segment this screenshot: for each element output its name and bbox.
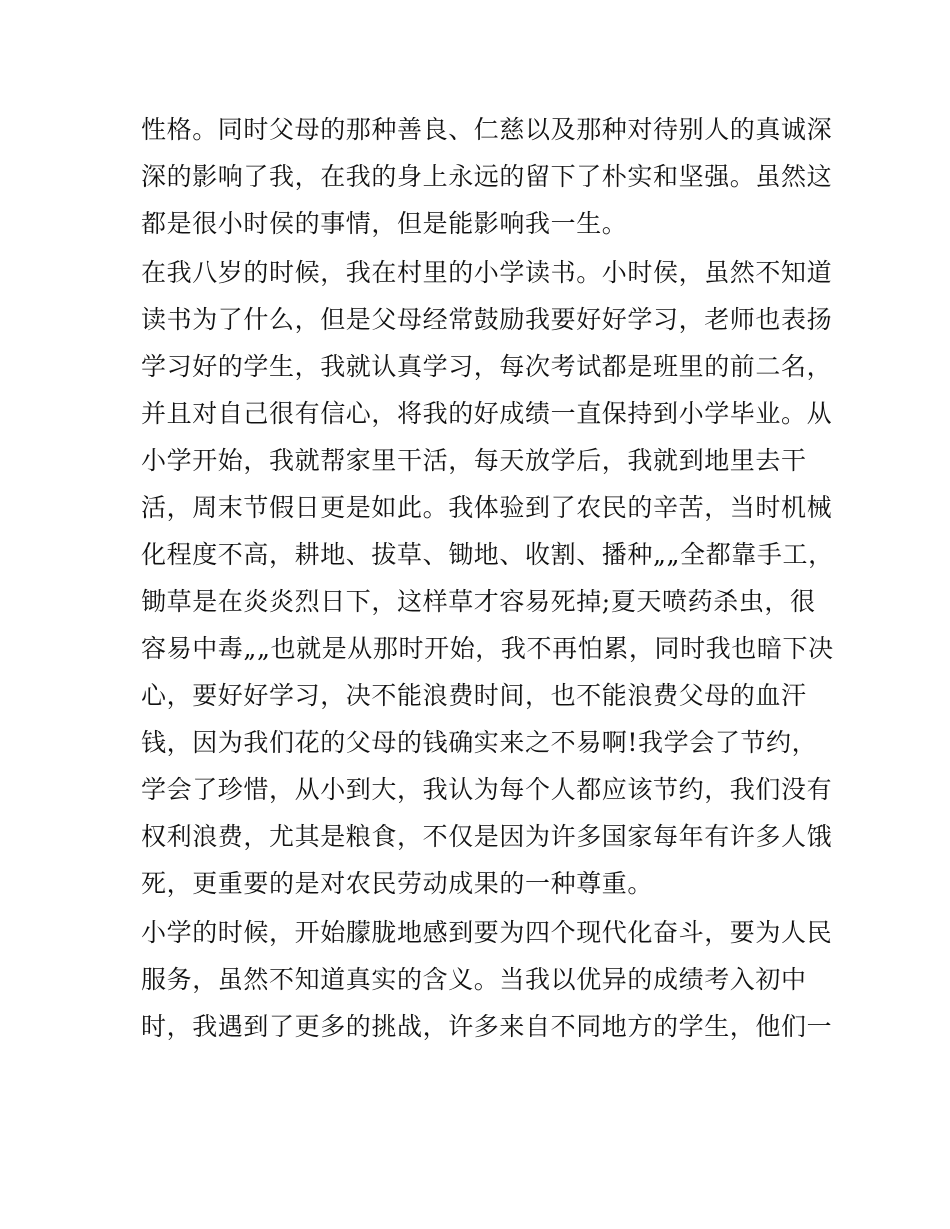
- text-line: 小学开始，我就帮家里干活，每天放学后，我就到地里去干: [141, 446, 807, 475]
- text-line: 死，更重要的是对农民劳动成果的一种尊重。: [141, 869, 654, 898]
- text-line: 小学的时候，开始朦胧地感到要为四个现代化奋斗，要为人民: [141, 918, 833, 947]
- text-line: 心，要好好学习，决不能浪费时间，也不能浪费父母的血汗: [141, 681, 807, 710]
- text-line: 权利浪费，尤其是粮食，不仅是因为许多国家每年有许多人饿: [141, 822, 833, 851]
- text-line: 性格。同时父母的那种善良、仁慈以及那种对待别人的真诚深: [141, 115, 833, 144]
- text-line: 学习好的学生，我就认真学习，每次考试都是班里的前二名，: [141, 352, 833, 381]
- paragraph-2: [141, 249, 834, 907]
- paragraph-3: [141, 909, 833, 1050]
- text-line: 读书为了什么，但是父母经常鼓励我要好好学习，老师也表扬: [141, 305, 833, 334]
- text-line: 学会了珍惜，从小到大，我认为每个人都应该节约，我们没有: [141, 775, 833, 804]
- text-line: 在我八岁的时候，我在村里的小学读书。小时侯，虽然不知道: [141, 258, 833, 287]
- text-line: 深的影响了我，在我的身上永远的留下了朴实和坚强。虽然这: [141, 162, 833, 191]
- text-line: 活，周末节假日更是如此。我体验到了农民的辛苦，当时机械: [141, 493, 833, 522]
- text-line: 时，我遇到了更多的挑战，许多来自不同地方的学生，他们一: [141, 1012, 833, 1041]
- text-line: 并且对自己很有信心，将我的好成绩一直保持到小学毕业。从: [141, 399, 833, 428]
- text-line: 都是很小时侯的事情，但是能影响我一生。: [141, 209, 628, 238]
- text-line: 容易中毒„„也就是从那时开始，我不再怕累，同时我也暗下决: [141, 634, 834, 663]
- document-body: [141, 106, 834, 1050]
- text-line: 锄草是在炎炎烈日下，这样草才容易死掉;夏天喷药杀虫，很: [141, 587, 816, 616]
- paragraph-1: [141, 106, 833, 247]
- text-line: 化程度不高，耕地、拔草、锄地、收割、播种„„全都靠手工，: [141, 540, 834, 569]
- text-line: 服务，虽然不知道真实的含义。当我以优异的成绩考入初中: [141, 965, 807, 994]
- text-line: 钱，因为我们花的父母的钱确实来之不易啊!我学会了节约，: [141, 728, 818, 757]
